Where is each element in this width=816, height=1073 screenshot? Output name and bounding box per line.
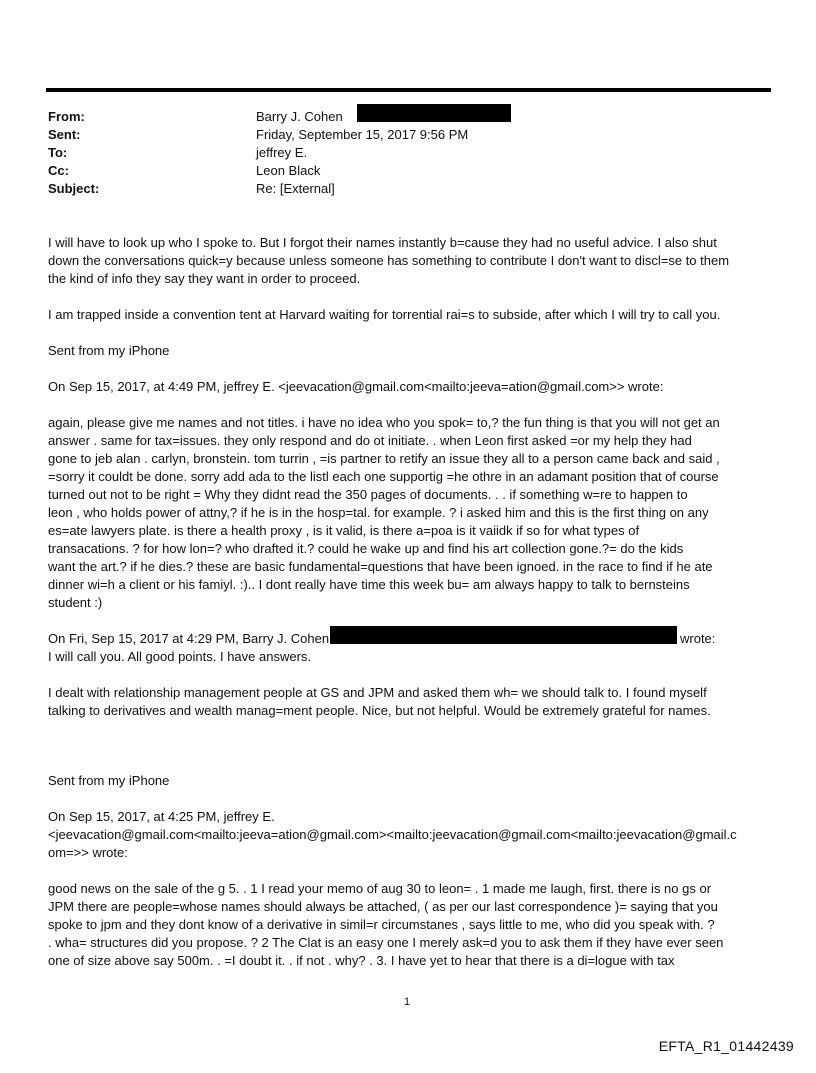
quoted-header-2-wrote bbox=[680, 630, 740, 648]
body-paragraph-1 bbox=[48, 234, 783, 288]
text-line: dinner wi=h a client or his famiyl. :).. I dont really have time this week bu= am always happy to talk to bernsteins bbox=[48, 577, 690, 592]
cc-value: Leon Black bbox=[256, 163, 321, 178]
text-line: On Sep 15, 2017, at 4:49 PM, jeffrey E. <jeevacation@gmail.com<mailto:jeeva=ation@gmail.com>> wrote: bbox=[48, 379, 664, 394]
sent-value: Friday, September 15, 2017 9:56 PM bbox=[256, 127, 469, 142]
bates-number: EFTA_R1_01442439 bbox=[658, 1038, 794, 1054]
quoted-header-1 bbox=[48, 378, 783, 396]
quoted-message-1 bbox=[48, 414, 783, 612]
from-label: From: bbox=[48, 109, 85, 124]
text-line: =sorry it couldt be done. sorry add ada to the listl each one supportig =he othre in an adamant position that of course bbox=[48, 469, 719, 484]
text-line: I will have to look up who I spoke to. But I forgot their names instantly b=cause they had no useful advice. I also shut bbox=[48, 235, 717, 250]
header-divider bbox=[46, 88, 771, 92]
signature-sent-from-iphone bbox=[48, 342, 783, 360]
text-line: Sent from my iPhone bbox=[48, 343, 170, 358]
text-line: gone to jeb alan . carlyn, bronstein. tom turrin , =is partner to retify an issue they all to a person came back and said , bbox=[48, 451, 720, 466]
quoted-message-3 bbox=[48, 880, 783, 970]
text-line: es=ate lawyers plate. is there a health proxy , is it valid, is there a=poa is it vaiidk if so for what types of bbox=[48, 523, 640, 538]
body-paragraph-2 bbox=[48, 306, 783, 324]
text-line: I dealt with relationship management people at GS and JPM and asked them wh= we should talk to. I found myself bbox=[48, 685, 707, 700]
text-line: I will call you. All good points. I have answers. bbox=[48, 649, 312, 664]
text-line: good news on the sale of the g 5. . 1 I read your memo of aug 30 to leon= . 1 made me laugh, first. there is no gs or bbox=[48, 881, 712, 896]
text-line: Sent from my iPhone bbox=[48, 773, 170, 788]
text-line: I am trapped inside a convention tent at Harvard waiting for torrential rai=s to subside, after which I will try to call you. bbox=[48, 307, 721, 322]
text-line: talking to derivatives and wealth manag=ment people. Nice, but not helpful. Would be extremely grateful for names. bbox=[48, 703, 711, 718]
text-line: again, please give me names and not titles. i have no idea who you spok= to,? the fun thing is that you will not get an bbox=[48, 415, 720, 430]
text-line: om=>> wrote: bbox=[48, 845, 128, 860]
subject-value: Re: [External] bbox=[256, 181, 335, 196]
sent-label: Sent: bbox=[48, 127, 81, 142]
text-line: <jeevacation@gmail.com<mailto:jeeva=ation@gmail.com><mailto:jeevacation@gmail.com<mailto:jeevacation@gmail.c bbox=[48, 827, 737, 842]
text-line: down the conversations quick=y because unless someone has something to contribute I don't want to discl=se to them bbox=[48, 253, 730, 268]
redaction-bar bbox=[357, 104, 511, 122]
text-line: one of size above say 500m. . =I doubt it. . if not . why? . 3. I have yet to hear that there is a di=logue with tax bbox=[48, 953, 675, 968]
text-line: the kind of info they say they want in order to proceed. bbox=[48, 271, 361, 286]
text-line: answer . same for tax=issues. they only respond and do ot initiate. . when Leon first asked =or my help they had bbox=[48, 433, 692, 448]
text-line: wrote: bbox=[680, 631, 716, 646]
from-value: Barry J. Cohen bbox=[256, 109, 343, 124]
redaction-bar bbox=[330, 626, 677, 644]
text-line: On Sep 15, 2017, at 4:25 PM, jeffrey E. bbox=[48, 809, 275, 824]
text-line: JPM there are people=whose names should always be attached, ( as per our last correspondence )= saying that you bbox=[48, 899, 718, 914]
quoted-header-2-intro: On Fri, Sep 15, 2017 at 4:29 PM, Barry J. Cohen bbox=[48, 631, 330, 646]
signature-sent-from-iphone-2 bbox=[48, 772, 783, 790]
subject-label: Subject: bbox=[48, 181, 100, 196]
cc-label: Cc: bbox=[48, 163, 69, 178]
to-value: jeffrey E. bbox=[256, 145, 308, 160]
quoted-message-2 bbox=[48, 684, 783, 720]
text-line: spoke to jpm and they dont know of a derivative in simil=r circumstanes , says little to me, who did you speak with. ? bbox=[48, 917, 715, 932]
text-line: turned out not to be right = Why they didnt read the 350 pages of documents. . . if something w=re to happen to bbox=[48, 487, 688, 502]
text-line: . wha= structures did you propose. ? 2 The Clat is an easy one I merely ask=d you to ask them if they have ever seen bbox=[48, 935, 724, 950]
text-line: student :) bbox=[48, 595, 103, 610]
text-line: leon , who holds power of attny,? if he is in the hosp=tal. for example. ? i asked him and this is the first thing on any bbox=[48, 505, 709, 520]
page-number: 1 bbox=[404, 996, 411, 1008]
text-line: transacations. ? for how lon=? who drafted it.? could he wake up and find his art collection gone.?= do the kids bbox=[48, 541, 684, 556]
quoted-header-3 bbox=[48, 808, 783, 862]
to-label: To: bbox=[48, 145, 68, 160]
text-line: want the art.? if he dies.? these are basic fundamental=questions that have been ignoed. in the race to find if he ate bbox=[48, 559, 713, 574]
